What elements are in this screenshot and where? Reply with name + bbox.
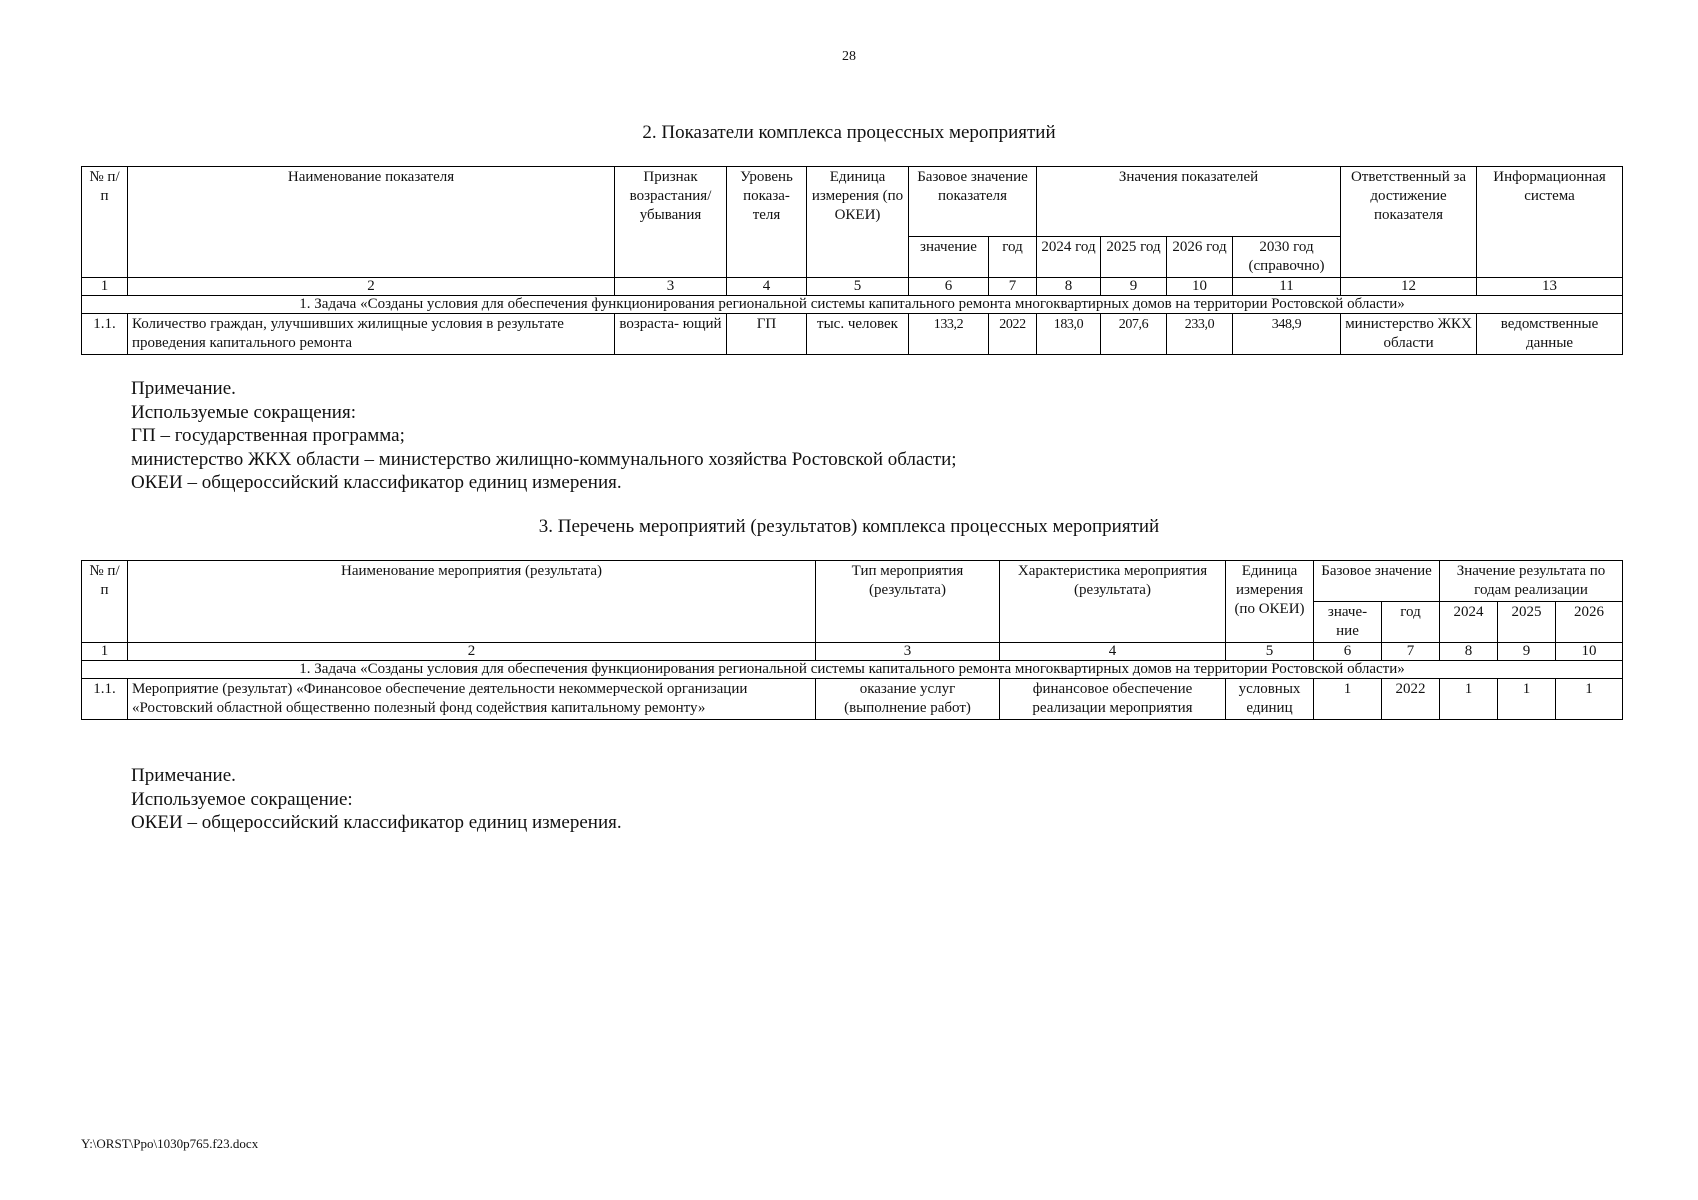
value-2024: 1 — [1440, 679, 1498, 720]
section-2-title: 2. Показатели комплекса процессных мероприятий — [642, 122, 1056, 143]
column-index: 8 — [1037, 278, 1101, 296]
column-index: 3 — [816, 643, 1000, 661]
task-row — [82, 296, 1623, 314]
infosystem: ведомственные данные — [1477, 314, 1623, 355]
note-line: Используемое сокращение: — [131, 788, 353, 810]
header-2030: 2030 год (справочно) — [1233, 236, 1341, 277]
task-row — [82, 661, 1623, 679]
header-trend: Признак возрастания/ убывания — [615, 167, 727, 278]
column-index-row — [82, 278, 1623, 296]
value-2024: 183,0 — [1037, 314, 1101, 355]
header-indicator-name: Наименование показателя — [128, 167, 615, 278]
note-line: министерство ЖКХ области – министерство жилищно-коммунального хозяйства Ростовской области; — [131, 448, 957, 470]
task-title: 1. Задача «Созданы условия для обеспечения функционирования региональной системы капитального ремонта многоквартирных домов на территории Ростовской области» — [82, 661, 1623, 679]
value-2025: 1 — [1498, 679, 1556, 720]
activity-characteristic: финансовое обеспечение реализации мероприятия — [1000, 679, 1226, 720]
note-line: ОКЕИ – общероссийский классификатор единиц измерения. — [131, 812, 622, 833]
header-level: Уровень показа- теля — [727, 167, 807, 278]
section-3-title: 3. Перечень мероприятий (результатов) комплекса процессных мероприятий — [538, 516, 1160, 537]
indicator-name: Количество граждан, улучшивших жилищные условия в результате проведения капитального ремонта — [128, 314, 615, 355]
column-index: 9 — [1498, 643, 1556, 661]
header-no: № п/п — [82, 167, 128, 278]
note-line: Используемые сокращения: — [131, 401, 356, 423]
column-index: 4 — [1000, 643, 1226, 661]
table-row — [82, 679, 1623, 720]
header-activity-type: Тип мероприятия (результата) — [816, 561, 1000, 643]
header-unit: Единица измерения (по ОКЕИ) — [1226, 561, 1314, 643]
header-2026: 2026 — [1556, 602, 1623, 643]
column-index: 11 — [1233, 278, 1341, 296]
column-index: 4 — [727, 278, 807, 296]
note-line: Примечание. — [131, 378, 236, 399]
indicators-table — [81, 166, 1623, 355]
column-index-row — [82, 643, 1623, 661]
header-base-value: значе- ние — [1314, 602, 1382, 643]
column-index: 12 — [1341, 278, 1477, 296]
row-no: 1.1. — [82, 314, 128, 355]
header-2025: 2025 год — [1101, 236, 1167, 277]
header-base-year: год — [1382, 602, 1440, 643]
column-index: 1 — [82, 643, 128, 661]
file-path-footer: Y:\ORST\Ppo\1030p765.f23.docx — [81, 1136, 259, 1151]
header-responsible: Ответственный за достижение показателя — [1341, 167, 1477, 278]
base-year: 2022 — [989, 314, 1037, 355]
table-header-row — [82, 167, 1623, 237]
column-index: 5 — [1226, 643, 1314, 661]
header-values: Значения показателей — [1037, 167, 1341, 237]
header-2025: 2025 — [1498, 602, 1556, 643]
column-index: 10 — [1556, 643, 1623, 661]
header-characteristic: Характеристика мероприятия (результата) — [1000, 561, 1226, 643]
notes-section-3 — [131, 764, 622, 835]
column-index: 9 — [1101, 278, 1167, 296]
header-2024: 2024 год — [1037, 236, 1101, 277]
notes-section-2 — [131, 377, 957, 495]
activities-table — [81, 560, 1623, 720]
table-header-row — [82, 561, 1623, 602]
header-result: Значение результата по годам реализации — [1440, 561, 1623, 602]
header-base-year: год — [989, 236, 1037, 277]
row-no: 1.1. — [82, 679, 128, 720]
indicator-trend: возраста- ющий — [615, 314, 727, 355]
activity-name: Мероприятие (результат) «Финансовое обеспечение деятельности некоммерческой организации «Ростовский областной общественно полезный фонд содействия капитальному ремонту» — [128, 679, 816, 720]
note-line: ОКЕИ – общероссийский классификатор единиц измерения. — [131, 472, 622, 493]
value-2026: 1 — [1556, 679, 1623, 720]
column-index: 10 — [1167, 278, 1233, 296]
value-2026: 233,0 — [1167, 314, 1233, 355]
column-index: 8 — [1440, 643, 1498, 661]
activity-type: оказание услуг (выполнение работ) — [816, 679, 1000, 720]
column-index: 3 — [615, 278, 727, 296]
base-value: 133,2 — [909, 314, 989, 355]
table-row — [82, 314, 1623, 355]
header-base: Базовое значение показателя — [909, 167, 1037, 237]
activity-unit: условных единиц — [1226, 679, 1314, 720]
base-value: 1 — [1314, 679, 1382, 720]
column-index: 2 — [128, 278, 615, 296]
header-base: Базовое значение — [1314, 561, 1440, 602]
value-2025: 207,6 — [1101, 314, 1167, 355]
header-2024: 2024 — [1440, 602, 1498, 643]
header-2026: 2026 год — [1167, 236, 1233, 277]
note-line: Примечание. — [131, 765, 236, 786]
column-index: 6 — [909, 278, 989, 296]
note-line: ГП – государственная программа; — [131, 425, 405, 446]
column-index: 6 — [1314, 643, 1382, 661]
task-title: 1. Задача «Созданы условия для обеспечения функционирования региональной системы капитального ремонта многоквартирных домов на территории Ростовской области» — [82, 296, 1623, 314]
indicator-level: ГП — [727, 314, 807, 355]
base-year: 2022 — [1382, 679, 1440, 720]
header-unit: Единица измерения (по ОКЕИ) — [807, 167, 909, 278]
value-2030: 348,9 — [1233, 314, 1341, 355]
column-index: 7 — [989, 278, 1037, 296]
page-number: 28 — [842, 49, 856, 64]
header-infosystem: Информационная система — [1477, 167, 1623, 278]
header-activity-name: Наименование мероприятия (результата) — [128, 561, 816, 643]
column-index: 13 — [1477, 278, 1623, 296]
header-no: № п/п — [82, 561, 128, 643]
column-index: 5 — [807, 278, 909, 296]
column-index: 2 — [128, 643, 816, 661]
header-base-value: значение — [909, 236, 989, 277]
indicator-unit: тыс. человек — [807, 314, 909, 355]
column-index: 1 — [82, 278, 128, 296]
responsible: министерство ЖКХ области — [1341, 314, 1477, 355]
column-index: 7 — [1382, 643, 1440, 661]
